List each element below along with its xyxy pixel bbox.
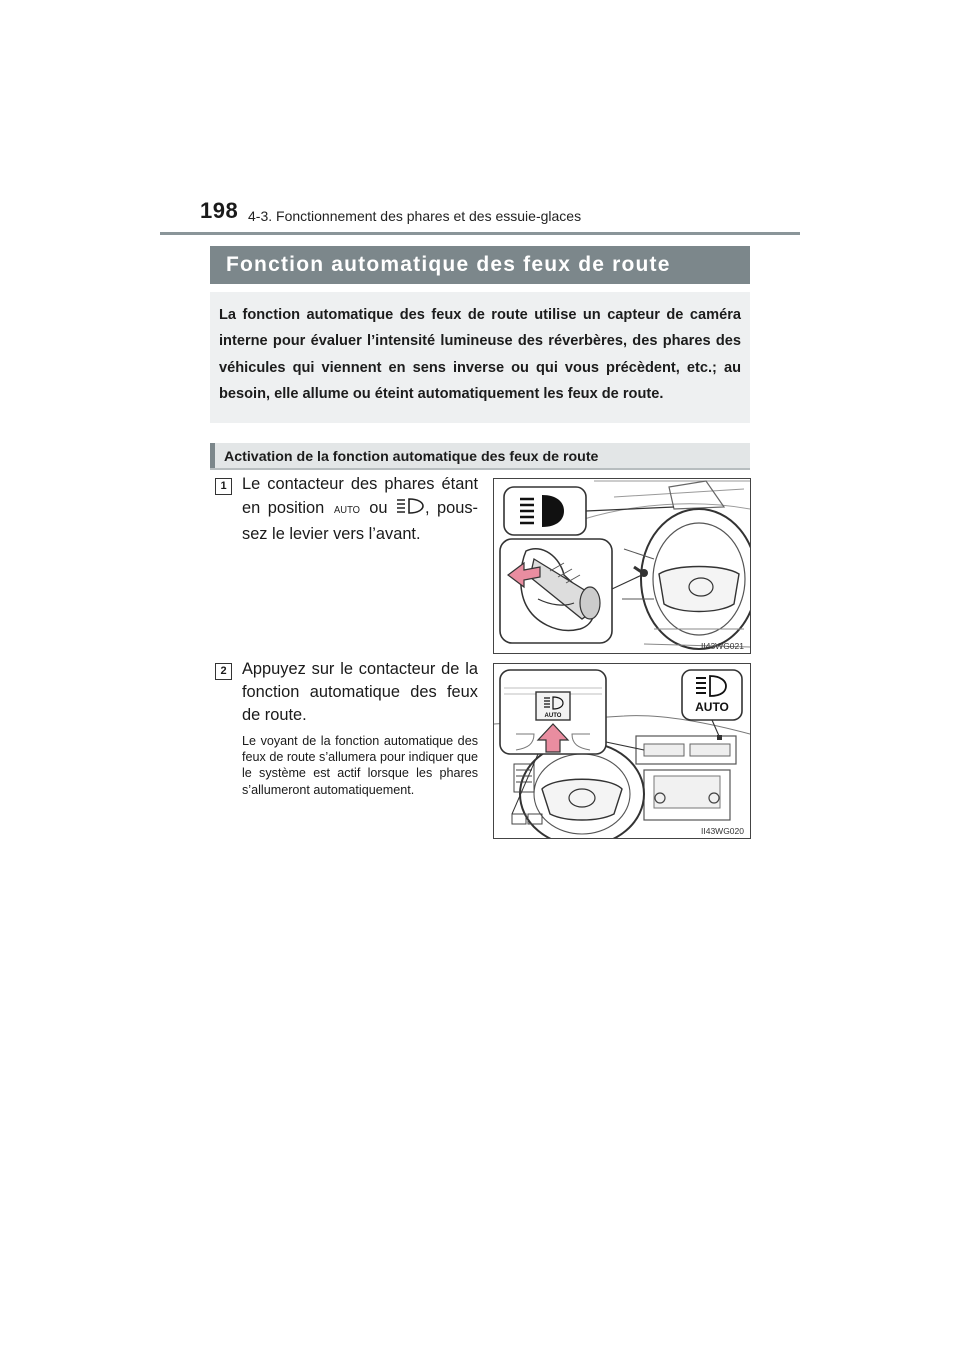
figure-lever-code: II43WG021 [701, 641, 744, 651]
header-rule [160, 232, 800, 235]
step-2-note: Le voyant de la fonction automatique des feux de route s’allumera pour indiquer que le système est actif lorsque les phares s’allumeront automatiquement. [242, 734, 478, 797]
figure-switch-code: II43WG020 [701, 826, 744, 836]
auto-icon-label: AUTO [333, 505, 360, 516]
step-2-badge: 2 [215, 663, 232, 680]
step-1-text-after: , poussez le levier vers l’avant. [242, 499, 479, 543]
subsection-title: Activation de la fonction automatique des feux de route [210, 443, 750, 470]
headlight-on-icon [395, 496, 425, 523]
step-1-text-or: ou [369, 499, 388, 517]
step-1-text-before: Le contacteur des phares étant en position [242, 475, 478, 517]
chapter-header: 4-3. Fonctionnement des phares et des essuie-glaces [248, 208, 582, 224]
figure-lever [493, 478, 751, 654]
step-1-badge: 1 [215, 478, 232, 495]
auto-position-icon [332, 500, 362, 523]
step-2-text: Appuyez sur le contacteur de la fonction automatique des feux de route. [242, 660, 478, 724]
page-number: 198 [200, 198, 239, 223]
intro-paragraph: La fonction automatique des feux de route utilise un capteur de caméra interne pour évaluer l’intensité lumineuse des réverbères, des phares des véhicules qui viennent en sens inverse ou qui vous précèdent, etc.; au besoin, elle allume ou éteint automatiquement les feux de route. [210, 292, 750, 423]
switch-auto-small: AUTO [544, 713, 562, 719]
switch-auto-label: AUTO [695, 700, 729, 714]
step-1-text [242, 473, 478, 546]
section-title: Fonction automatique des feux de route [210, 246, 750, 284]
figure-switch [493, 663, 751, 839]
